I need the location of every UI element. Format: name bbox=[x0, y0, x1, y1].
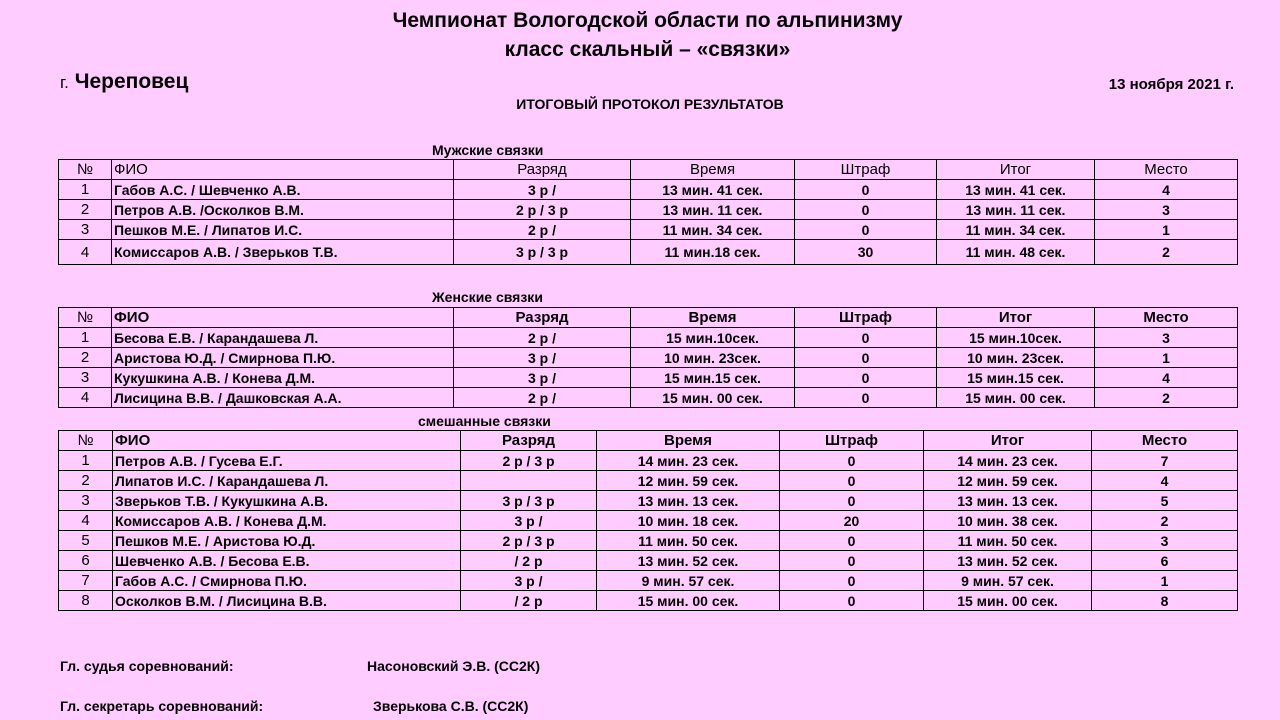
cell-time: 13 мин. 52 сек. bbox=[597, 551, 780, 571]
cell-time: 9 мин. 57 сек. bbox=[597, 571, 780, 591]
mixed-results-table bbox=[58, 430, 1238, 611]
table-row bbox=[59, 180, 1238, 200]
cell-total: 15 мин.10сек. bbox=[937, 328, 1095, 348]
cell-fio: Лисицина В.В. / Дашковская А.А. bbox=[112, 388, 454, 408]
table-row bbox=[59, 571, 1238, 591]
cell-place: 3 bbox=[1092, 531, 1238, 551]
cell-penalty: 0 bbox=[795, 348, 937, 368]
table-header bbox=[59, 160, 1238, 180]
city bbox=[60, 70, 188, 94]
table-row bbox=[59, 348, 1238, 368]
table-row bbox=[59, 471, 1238, 491]
page-title: Чемпионат Вологодской области по альпинизму bbox=[392, 9, 903, 32]
cell-rank: 3 р / bbox=[454, 368, 631, 388]
col-total: Итог bbox=[924, 431, 1092, 451]
col-num: № bbox=[59, 308, 112, 328]
cell-rank: 3 р / bbox=[461, 511, 597, 531]
col-total: Итог bbox=[937, 308, 1095, 328]
cell-time: 11 мин.18 сек. bbox=[631, 240, 795, 265]
cell-num: 3 bbox=[59, 368, 112, 388]
table-row bbox=[59, 368, 1238, 388]
cell-num: 6 bbox=[59, 551, 113, 571]
cell-total: 15 мин. 00 сек. bbox=[937, 388, 1095, 408]
table-row bbox=[59, 531, 1238, 551]
cell-penalty: 0 bbox=[780, 591, 924, 611]
cell-fio: Габов А.С. / Смирнова П.Ю. bbox=[113, 571, 461, 591]
cell-place: 4 bbox=[1095, 368, 1238, 388]
cell-time: 10 мин. 18 сек. bbox=[597, 511, 780, 531]
table-row bbox=[59, 220, 1238, 240]
cell-place: 1 bbox=[1095, 348, 1238, 368]
cell-place: 1 bbox=[1095, 220, 1238, 240]
cell-penalty: 0 bbox=[780, 571, 924, 591]
col-rank: Разряд bbox=[454, 308, 631, 328]
cell-rank: / 2 р bbox=[461, 591, 597, 611]
mixed-section-label: смешанные связки bbox=[418, 413, 551, 429]
cell-num: 1 bbox=[59, 328, 112, 348]
cell-penalty: 20 bbox=[780, 511, 924, 531]
cell-time: 13 мин. 41 сек. bbox=[631, 180, 795, 200]
cell-time: 13 мин. 11 сек. bbox=[631, 200, 795, 220]
secretary-name: Зверькова С.В. (СС2К) bbox=[373, 698, 529, 714]
table-row bbox=[59, 240, 1238, 265]
table-row bbox=[59, 451, 1238, 471]
cell-penalty: 0 bbox=[780, 531, 924, 551]
cell-rank: 2 р / 3 р bbox=[461, 531, 597, 551]
cell-fio: Аристова Ю.Д. / Смирнова П.Ю. bbox=[112, 348, 454, 368]
table-row bbox=[59, 491, 1238, 511]
col-penalty: Штраф bbox=[780, 431, 924, 451]
cell-num: 4 bbox=[59, 240, 112, 265]
women-results-table bbox=[58, 307, 1238, 408]
cell-penalty: 0 bbox=[795, 220, 937, 240]
women-section-label: Женские связки bbox=[432, 289, 543, 305]
cell-num: 5 bbox=[59, 531, 113, 551]
cell-penalty: 0 bbox=[780, 451, 924, 471]
cell-penalty: 0 bbox=[780, 491, 924, 511]
cell-penalty: 30 bbox=[795, 240, 937, 265]
cell-place: 2 bbox=[1095, 388, 1238, 408]
cell-total: 15 мин. 00 сек. bbox=[924, 591, 1092, 611]
protocol-title: ИТОГОВЫЙ ПРОТОКОЛ РЕЗУЛЬТАТОВ bbox=[516, 96, 784, 112]
cell-fio: Бесова Е.В. / Карандашева Л. bbox=[112, 328, 454, 348]
cell-time: 15 мин.10сек. bbox=[631, 328, 795, 348]
cell-rank: 2 р / 3 р bbox=[461, 451, 597, 471]
cell-place: 4 bbox=[1095, 180, 1238, 200]
cell-fio: Осколков В.М. / Лисицина В.В. bbox=[113, 591, 461, 611]
cell-place: 4 bbox=[1092, 471, 1238, 491]
cell-rank: 2 р / bbox=[454, 220, 631, 240]
col-fio: ФИО bbox=[112, 308, 454, 328]
secretary-label: Гл. секретарь соревнований: bbox=[60, 698, 264, 714]
cell-rank bbox=[461, 471, 597, 491]
cell-total: 10 мин. 23сек. bbox=[937, 348, 1095, 368]
col-total: Итог bbox=[937, 160, 1095, 180]
cell-fio: Петров А.В. / Гусева Е.Г. bbox=[113, 451, 461, 471]
cell-fio: Комиссаров А.В. / Конева Д.М. bbox=[113, 511, 461, 531]
col-time: Время bbox=[597, 431, 780, 451]
cell-fio: Комиссаров А.В. / Зверьков Т.В. bbox=[112, 240, 454, 265]
cell-time: 15 мин. 00 сек. bbox=[631, 388, 795, 408]
cell-time: 10 мин. 23сек. bbox=[631, 348, 795, 368]
cell-rank: 2 р / bbox=[454, 388, 631, 408]
col-num: № bbox=[59, 431, 113, 451]
cell-total: 11 мин. 34 сек. bbox=[937, 220, 1095, 240]
cell-rank: 3 р / bbox=[461, 571, 597, 591]
cell-total: 13 мин. 52 сек. bbox=[924, 551, 1092, 571]
cell-place: 2 bbox=[1092, 511, 1238, 531]
col-penalty: Штраф bbox=[795, 160, 937, 180]
cell-time: 15 мин.15 сек. bbox=[631, 368, 795, 388]
col-num: № bbox=[59, 160, 112, 180]
cell-place: 5 bbox=[1092, 491, 1238, 511]
table-row bbox=[59, 328, 1238, 348]
cell-penalty: 0 bbox=[795, 180, 937, 200]
col-penalty: Штраф bbox=[795, 308, 937, 328]
cell-time: 15 мин. 00 сек. bbox=[597, 591, 780, 611]
men-section-label: Мужские связки bbox=[432, 142, 544, 158]
cell-place: 3 bbox=[1095, 200, 1238, 220]
cell-total: 14 мин. 23 сек. bbox=[924, 451, 1092, 471]
cell-rank: 3 р / 3 р bbox=[454, 240, 631, 265]
city-name: Череповец bbox=[68, 70, 189, 93]
col-fio: ФИО bbox=[113, 431, 461, 451]
cell-total: 9 мин. 57 сек. bbox=[924, 571, 1092, 591]
cell-time: 13 мин. 13 сек. bbox=[597, 491, 780, 511]
col-fio: ФИО bbox=[112, 160, 454, 180]
cell-num: 1 bbox=[59, 451, 113, 471]
cell-time: 11 мин. 34 сек. bbox=[631, 220, 795, 240]
city-prefix: г. bbox=[60, 73, 69, 92]
cell-fio: Зверьков Т.В. / Кукушкина А.В. bbox=[113, 491, 461, 511]
cell-num: 3 bbox=[59, 491, 113, 511]
cell-fio: Петров А.В. /Осколков В.М. bbox=[112, 200, 454, 220]
col-rank: Разряд bbox=[461, 431, 597, 451]
cell-penalty: 0 bbox=[795, 388, 937, 408]
judge-label: Гл. судья соревнований: bbox=[60, 658, 234, 674]
cell-fio: Пешков М.Е. / Аристова Ю.Д. bbox=[113, 531, 461, 551]
cell-rank: 2 р / bbox=[454, 328, 631, 348]
cell-total: 13 мин. 11 сек. bbox=[937, 200, 1095, 220]
cell-time: 11 мин. 50 сек. bbox=[597, 531, 780, 551]
cell-penalty: 0 bbox=[780, 471, 924, 491]
cell-place: 1 bbox=[1092, 571, 1238, 591]
men-results-table bbox=[58, 159, 1238, 265]
cell-num: 2 bbox=[59, 348, 112, 368]
col-place: Место bbox=[1092, 431, 1238, 451]
cell-rank: 2 р / 3 р bbox=[454, 200, 631, 220]
col-rank: Разряд bbox=[454, 160, 631, 180]
cell-place: 6 bbox=[1092, 551, 1238, 571]
cell-fio: Липатов И.С. / Карандашева Л. bbox=[113, 471, 461, 491]
table-header bbox=[59, 308, 1238, 328]
cell-penalty: 0 bbox=[795, 328, 937, 348]
cell-time: 14 мин. 23 сек. bbox=[597, 451, 780, 471]
table-row bbox=[59, 511, 1238, 531]
cell-rank: 3 р / bbox=[454, 348, 631, 368]
col-time: Время bbox=[631, 308, 795, 328]
col-place: Место bbox=[1095, 160, 1238, 180]
cell-total: 12 мин. 59 сек. bbox=[924, 471, 1092, 491]
cell-rank: / 2 р bbox=[461, 551, 597, 571]
cell-place: 2 bbox=[1095, 240, 1238, 265]
cell-total: 10 мин. 38 сек. bbox=[924, 511, 1092, 531]
cell-num: 4 bbox=[59, 388, 112, 408]
cell-rank: 3 р / 3 р bbox=[461, 491, 597, 511]
event-date: 13 ноября 2021 г. bbox=[1108, 76, 1234, 93]
cell-num: 4 bbox=[59, 511, 113, 531]
cell-total: 15 мин.15 сек. bbox=[937, 368, 1095, 388]
cell-total: 13 мин. 41 сек. bbox=[937, 180, 1095, 200]
cell-num: 2 bbox=[59, 471, 113, 491]
cell-fio: Габов А.С. / Шевченко А.В. bbox=[112, 180, 454, 200]
table-row bbox=[59, 388, 1238, 408]
col-time: Время bbox=[631, 160, 795, 180]
cell-penalty: 0 bbox=[795, 200, 937, 220]
cell-num: 7 bbox=[59, 571, 113, 591]
cell-fio: Кукушкина А.В. / Конева Д.М. bbox=[112, 368, 454, 388]
cell-num: 3 bbox=[59, 220, 112, 240]
col-place: Место bbox=[1095, 308, 1238, 328]
cell-penalty: 0 bbox=[780, 551, 924, 571]
cell-place: 7 bbox=[1092, 451, 1238, 471]
table-row bbox=[59, 551, 1238, 571]
cell-penalty: 0 bbox=[795, 368, 937, 388]
table-row bbox=[59, 200, 1238, 220]
judge-name: Насоновский Э.В. (СС2К) bbox=[367, 658, 541, 674]
cell-num: 8 bbox=[59, 591, 113, 611]
cell-rank: 3 р / bbox=[454, 180, 631, 200]
table-header bbox=[59, 431, 1238, 451]
cell-time: 12 мин. 59 сек. bbox=[597, 471, 780, 491]
page-subtitle: класс скальный – «связки» bbox=[504, 38, 791, 61]
cell-total: 11 мин. 50 сек. bbox=[924, 531, 1092, 551]
cell-num: 1 bbox=[59, 180, 112, 200]
cell-total: 11 мин. 48 сек. bbox=[937, 240, 1095, 265]
cell-place: 3 bbox=[1095, 328, 1238, 348]
cell-fio: Шевченко А.В. / Бесова Е.В. bbox=[113, 551, 461, 571]
cell-total: 13 мин. 13 сек. bbox=[924, 491, 1092, 511]
table-row bbox=[59, 591, 1238, 611]
cell-place: 8 bbox=[1092, 591, 1238, 611]
cell-fio: Пешков М.Е. / Липатов И.С. bbox=[112, 220, 454, 240]
cell-num: 2 bbox=[59, 200, 112, 220]
